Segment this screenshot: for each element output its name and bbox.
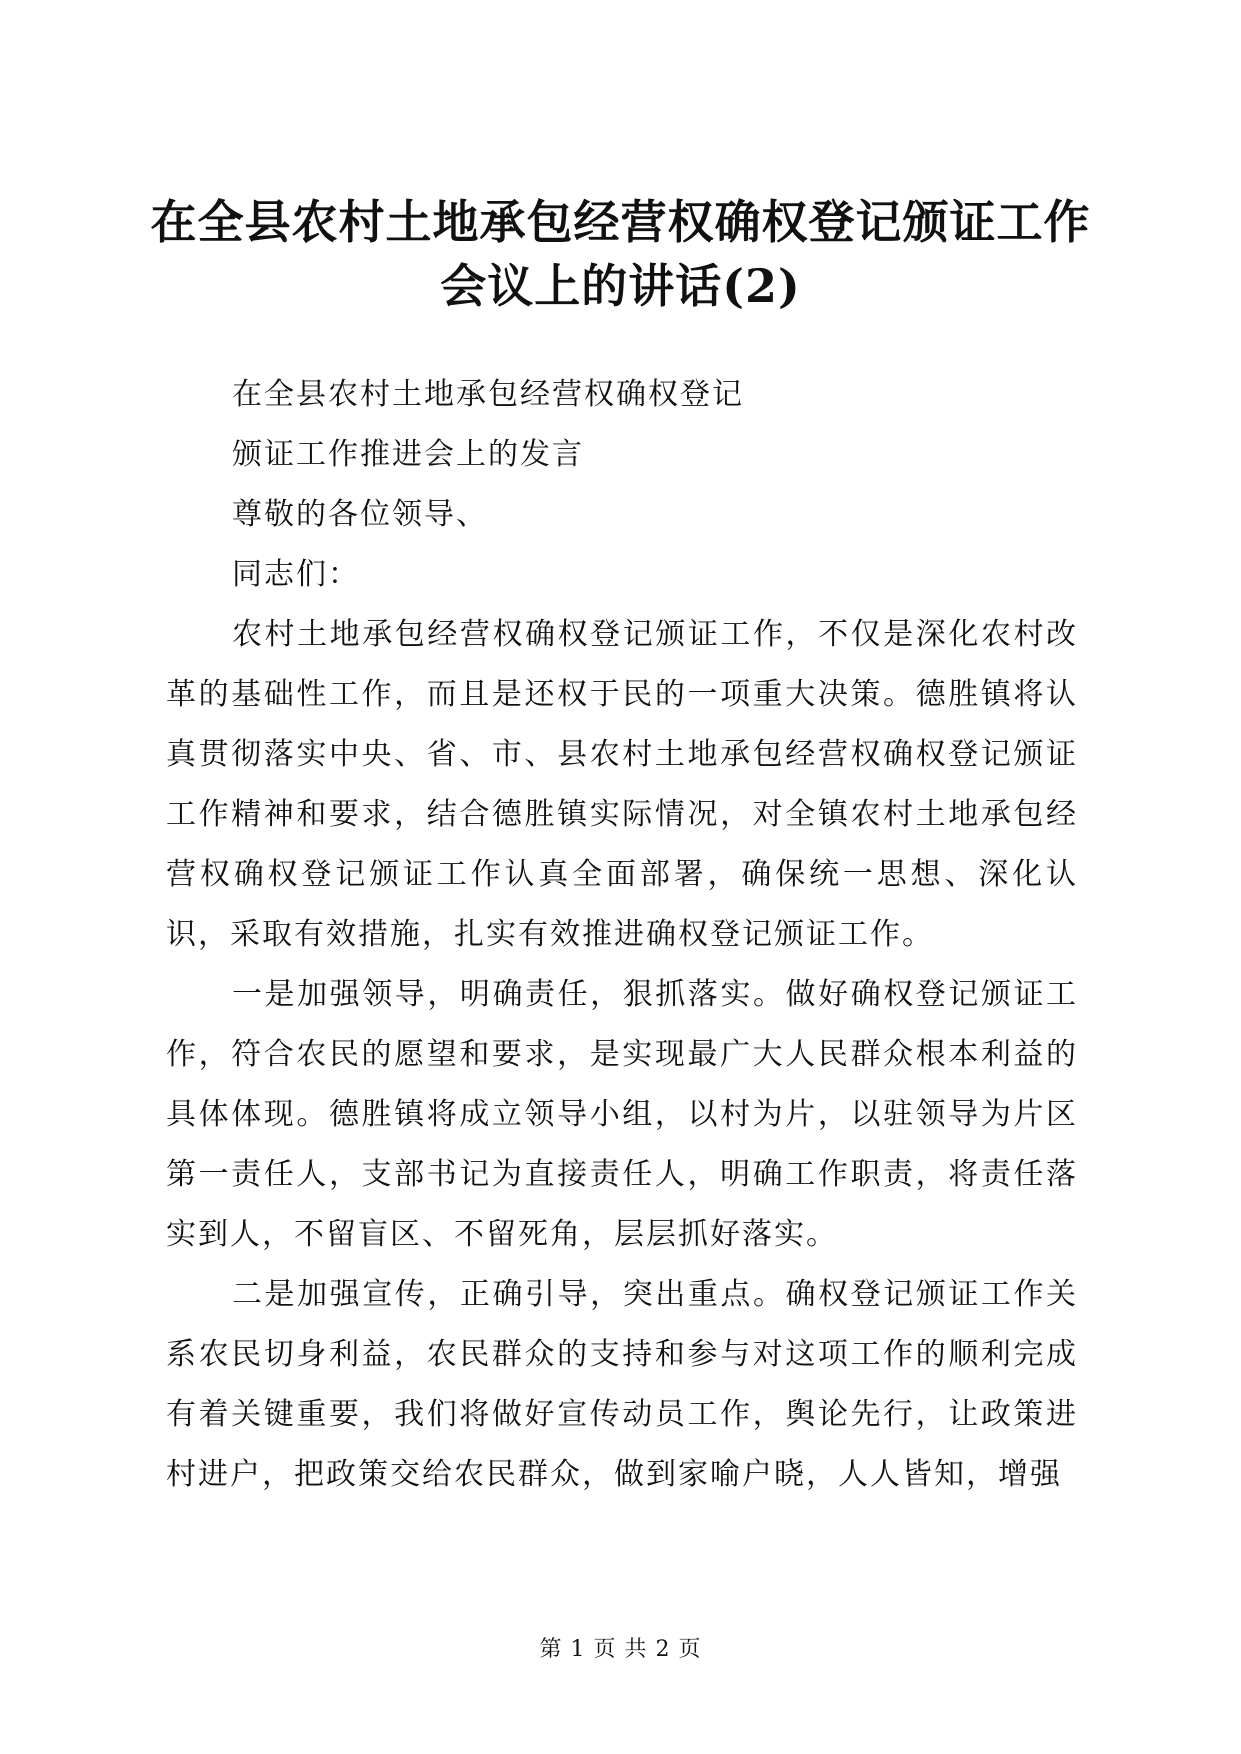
document-title	[150, 190, 1091, 318]
salutation-line-1: 尊敬的各位领导、	[232, 497, 488, 532]
title-line-2: 会议上的讲话(2)	[440, 259, 801, 313]
subtitle-line-2: 颁证工作推进会上的发言	[232, 437, 584, 472]
salutation-line-2: 同志们：	[232, 557, 360, 592]
page-number-footer: 第 1 页 共 2 页	[539, 1637, 702, 1662]
title-line-1: 在全县农村土地承包经营权确权登记颁证工作	[150, 195, 1091, 249]
paragraph-leadership: 一是加强领导，明确责任，狠抓落实。做好确权登记颁证工作，符合农民的愿望和要求，是实现最广大人民群众根本利益的具体体现。德胜镇将成立领导小组，以村为片，以驻领导为片区第一责任人，支部书记为直接责任人，明确工作职责，将责任落实到人，不留盲区、不留死角，层层抓好落实。	[166, 977, 1078, 1252]
subtitle-line-1: 在全县农村土地承包经营权确权登记	[232, 377, 744, 412]
paragraph-intro: 农村土地承包经营权确权登记颁证工作，不仅是深化农村改革的基础性工作，而且是还权于民的一项重大决策。德胜镇将认真贯彻落实中央、省、市、县农村土地承包经营权确权登记颁证工作精神和要求，结合德胜镇实际情况，对全镇农村土地承包经营权确权登记颁证工作认真全面部署，确保统一思想、深化认识，采取有效措施，扎实有效推进确权登记颁证工作。	[166, 617, 1078, 952]
document-body	[166, 365, 1078, 1505]
paragraph-publicity: 二是加强宣传，正确引导，突出重点。确权登记颁证工作关系农民切身利益，农民群众的支持和参与对这项工作的顺利完成有着关键重要，我们将做好宣传动员工作，舆论先行，让政策进村进户，把政策交给农民群众，做到家喻户晓，人人皆知，增强	[166, 1277, 1078, 1492]
